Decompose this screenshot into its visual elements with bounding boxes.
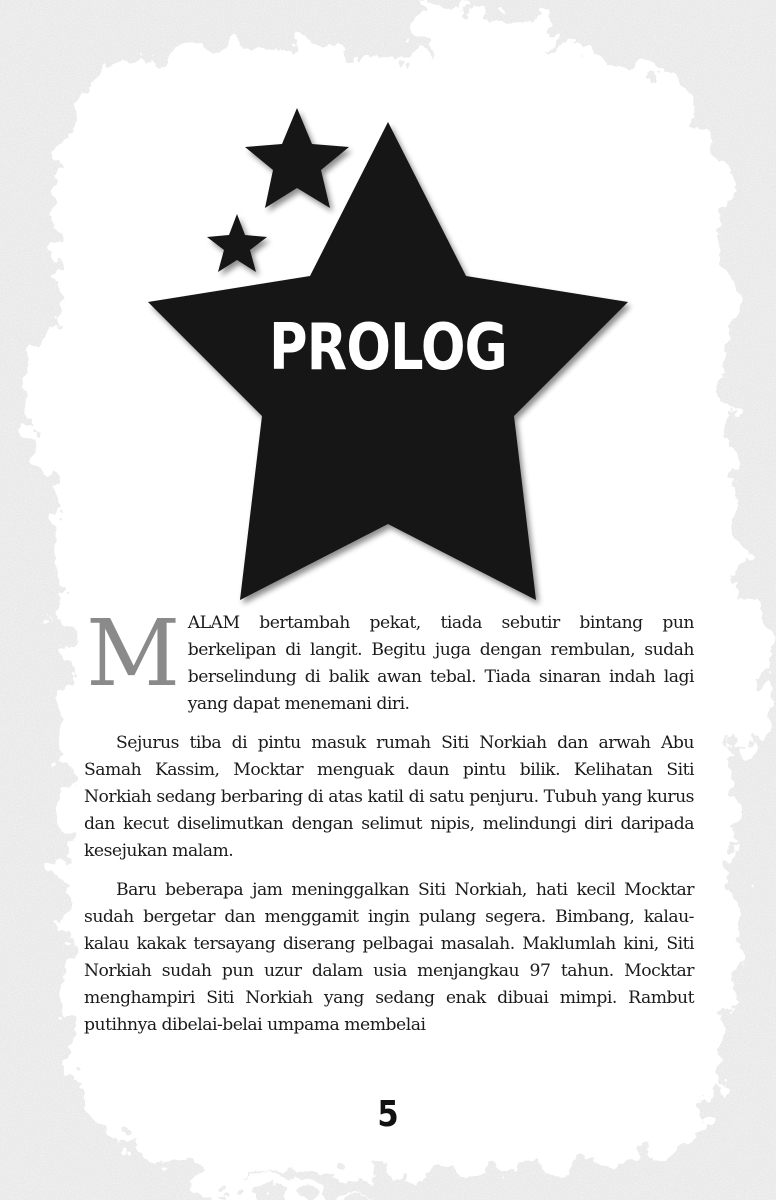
drop-cap: M: [86, 600, 180, 707]
chapter-title: PROLOG: [269, 311, 507, 385]
medium-star-icon: [245, 108, 349, 208]
page-number: 5: [377, 1094, 399, 1135]
paragraph-2: Sejurus tiba di pintu masuk rumah Siti Norkiah dan arwah Abu Samah Kassim, Mocktar menguak daun pintu bilik. Kelihatan Siti Norkiah sedang berbaring di atas katil di satu penjuru. Tubuh yang kurus dan kecut diselimutkan dengan selimut nipis, melindungi diri daripada kesejukan malam.: [84, 733, 694, 861]
body-text: [84, 600, 694, 1051]
paragraph-1-text: ALAM bertambah pekat, tiada sebutir bintang pun berkelipan di langit. Begitu juga dengan rembulan, sudah berselindung di balik awan tebal. Tiada sinaran indah lagi yang dapat menemani diri.: [187, 613, 694, 714]
small-star-icon: [207, 214, 267, 272]
paragraph-3: Baru beberapa jam meninggalkan Siti Norkiah, hati kecil Mocktar sudah bergetar dan menggamit ingin pulang segera. Bimbang, kalau-kalau kakak tersayang diserang pelbagai masalah. Maklumlah kini, Siti Norkiah sudah pun uzur dalam usia menjangkau 97 tahun. Mocktar menghampiri Siti Norkiah yang sedang enak dibuai mimpi. Rambut putihnya dibelai-belai umpama membelai: [84, 880, 694, 1035]
paragraph-1: [84, 600, 694, 718]
